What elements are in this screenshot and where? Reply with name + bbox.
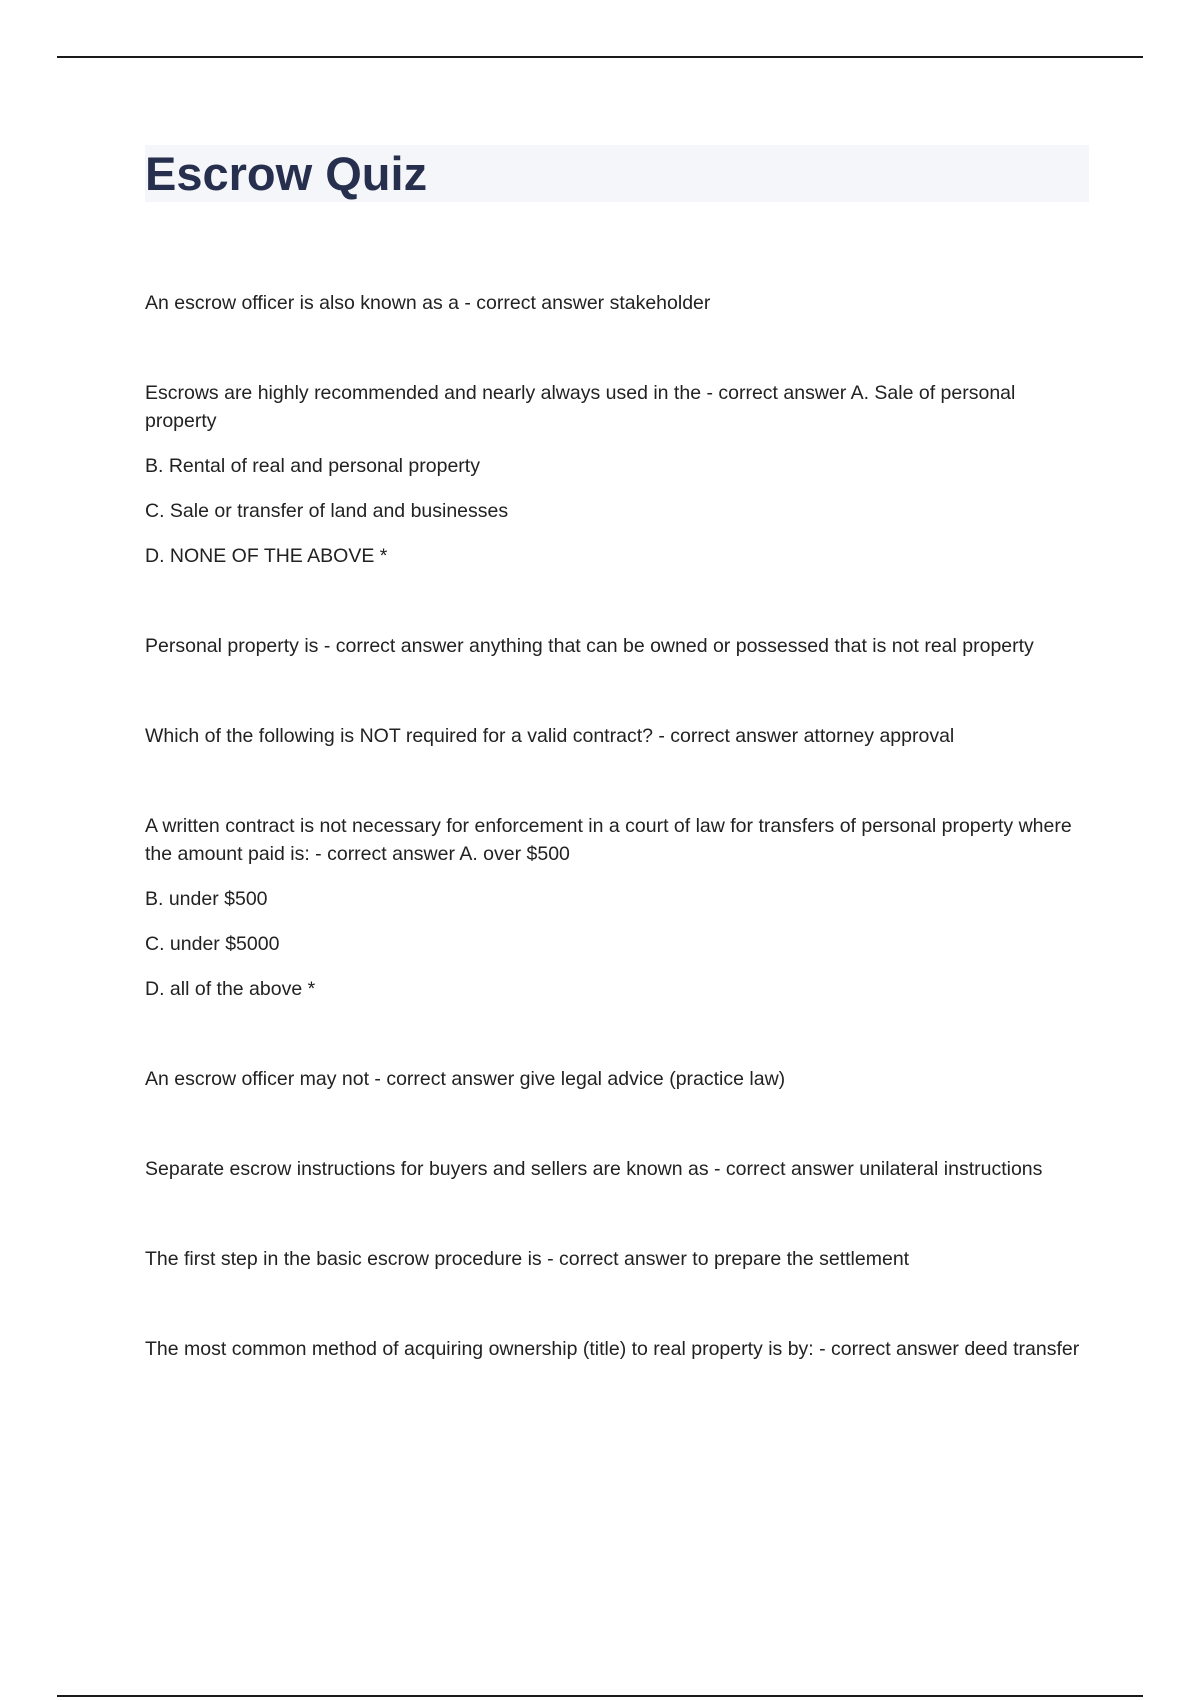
question-item (145, 812, 1089, 1003)
question-text: An escrow officer may not - correct answer give legal advice (practice law) (145, 1068, 786, 1090)
bottom-rule (57, 1695, 1143, 1697)
question-item (145, 1065, 1089, 1093)
question-text: A written contract is not necessary for enforcement in a court of law for transfers of personal property where the amount paid is: - correct answer A. over $500 (145, 815, 1072, 865)
question-text: Personal property is - correct answer anything that can be owned or possessed that is not real property (145, 635, 1034, 657)
question-text: Escrows are highly recommended and nearly always used in the - correct answer A. Sale of personal property (145, 382, 1016, 432)
question-item (145, 632, 1089, 660)
question-text: Which of the following is NOT required for a valid contract? - correct answer attorney approval (145, 725, 955, 747)
answer-option: D. NONE OF THE ABOVE * (145, 545, 388, 567)
question-text: Separate escrow instructions for buyers and sellers are known as - correct answer unilateral instructions (145, 1158, 1043, 1180)
answer-option: D. all of the above * (145, 978, 316, 1000)
question-item (145, 1245, 1089, 1273)
answer-option: C. Sale or transfer of land and businesses (145, 500, 509, 522)
top-rule (57, 56, 1143, 58)
question-list (145, 289, 1089, 1363)
question-text: An escrow officer is also known as a - correct answer stakeholder (145, 292, 711, 314)
title-banner (145, 145, 1089, 202)
question-item (145, 379, 1089, 570)
question-text: The most common method of acquiring ownership (title) to real property is by: - correct answer deed transfer (145, 1338, 1080, 1360)
question-item (145, 1335, 1089, 1363)
question-item (145, 289, 1089, 317)
page-title: Escrow Quiz (145, 147, 428, 200)
question-text: The first step in the basic escrow procedure is - correct answer to prepare the settlement (145, 1248, 910, 1270)
question-item (145, 722, 1089, 750)
question-item (145, 1155, 1089, 1183)
document-body (145, 145, 1089, 1425)
answer-option: B. Rental of real and personal property (145, 455, 480, 477)
answer-option: C. under $5000 (145, 933, 280, 955)
answer-option: B. under $500 (145, 888, 268, 910)
